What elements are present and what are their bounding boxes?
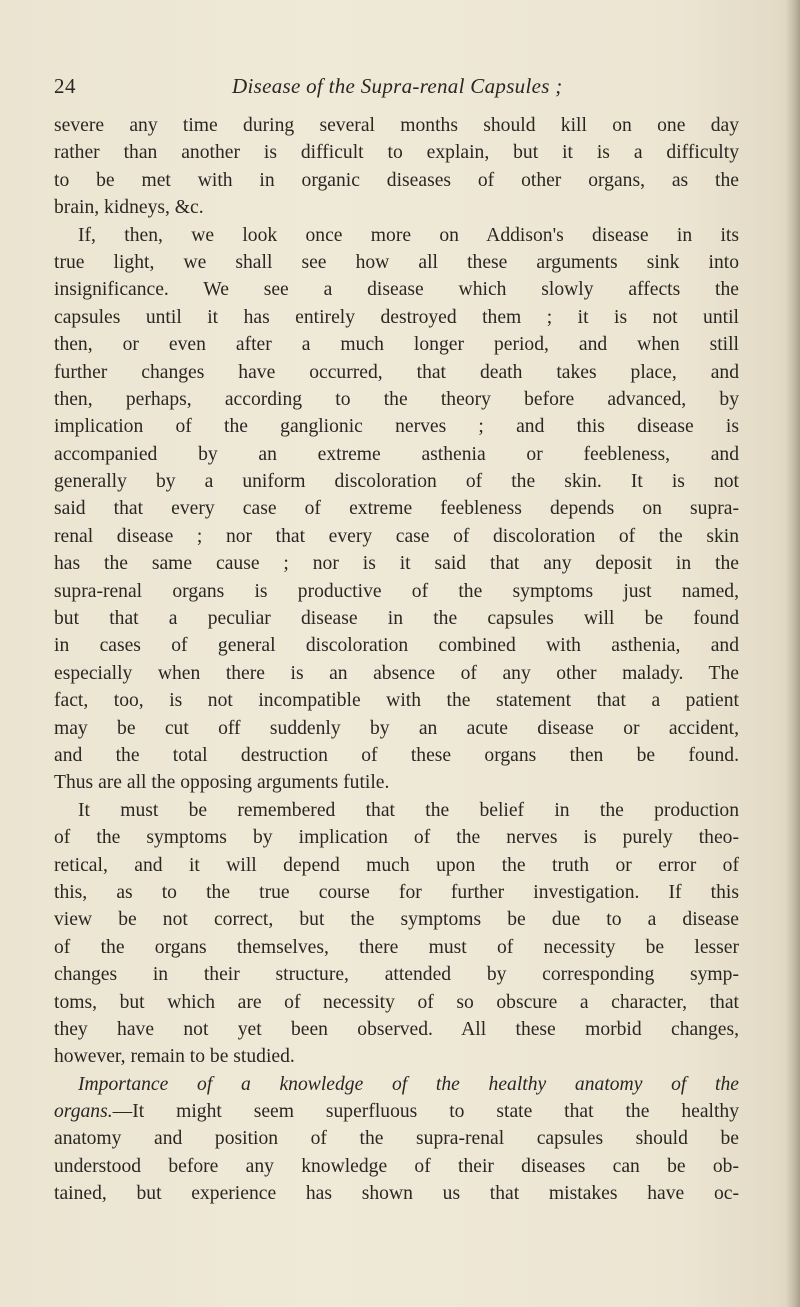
text-line: rather than another is difficult to explain, but it is a difficulty — [54, 142, 739, 164]
text-line: accompanied by an extreme asthenia or feebleness, and — [54, 443, 739, 465]
text-line: to be met with in organic diseases of other organs, as the — [54, 169, 739, 191]
run-in-text: —It might seem superfluous to state that the healthy — [112, 1101, 739, 1123]
text-line: of the organs themselves, there must of necessity be lesser — [54, 936, 739, 958]
text-line: renal disease ; nor that every case of discoloration of the skin — [54, 525, 739, 547]
text-line: then, or even after a much longer period, and when still — [54, 334, 739, 356]
text-line: If, then, we look once more on Addison's disease in its — [78, 224, 739, 246]
section-heading-continuation-line — [54, 1098, 739, 1125]
running-title: Disease of the Supra-renal Capsules ; — [232, 74, 563, 98]
section-heading-end: organs. — [54, 1101, 113, 1123]
text-line: insignificance. We see a disease which slowly affects the — [54, 279, 739, 301]
text-line: supra-renal organs is productive of the symptoms just named, — [54, 580, 739, 602]
text-line: severe any time during several months should kill on one day — [54, 115, 739, 136]
text-line: capsules until it has entirely destroyed them ; it is not until — [54, 306, 739, 328]
text-line: toms, but which are of necessity of so obscure a character, that — [54, 991, 739, 1013]
text-line: fact, too, is not incompatible with the statement that a patient — [54, 690, 739, 712]
section-heading-line — [54, 1071, 739, 1098]
text-line: view be not correct, but the symptoms be due to a disease — [54, 909, 739, 931]
text-line: but that a peculiar disease in the capsules will be found — [54, 608, 739, 630]
text-line: then, perhaps, according to the theory before advanced, by — [54, 388, 739, 410]
text-line: and the total destruction of these organs then be found. — [54, 744, 739, 766]
page-edge-shadow — [786, 0, 800, 1307]
text-line: tained, but experience has shown us that mistakes have oc- — [54, 1183, 739, 1205]
text-line: may be cut off suddenly by an acute disease or accident, — [54, 717, 739, 739]
text-line: this, as to the true course for further investigation. If this — [54, 881, 739, 903]
text-line: especially when there is an absence of any other malady. The — [54, 662, 739, 684]
text-line: of the symptoms by implication of the nerves is purely theo- — [54, 827, 739, 849]
text-line: has the same cause ; nor is it said that any deposit in the — [54, 553, 739, 575]
body-text — [54, 112, 739, 1208]
text-line: retical, and it will depend much upon the truth or error of — [54, 854, 739, 876]
text-line: understood before any knowledge of their diseases can be ob- — [54, 1155, 739, 1177]
text-line: generally by a uniform discoloration of the skin. It is not — [54, 471, 739, 493]
text-line: implication of the ganglionic nerves ; and this disease is — [54, 416, 739, 438]
section-heading: Importance of a knowledge of the healthy anatomy of the — [78, 1073, 739, 1095]
page-number: 24 — [54, 74, 76, 98]
text-line: said that every case of extreme feebleness depends on supra- — [54, 498, 739, 520]
text-line: changes in their structure, attended by corresponding symp- — [54, 964, 739, 986]
text-line: anatomy and position of the supra-renal capsules should be — [54, 1128, 739, 1150]
text-line: however, remain to be studied. — [54, 1046, 295, 1068]
text-line: they have not yet been observed. All these morbid changes, — [54, 1018, 739, 1040]
text-line: Thus are all the opposing arguments futile. — [54, 772, 390, 794]
text-line: true light, we shall see how all these arguments sink into — [54, 251, 739, 273]
text-line: It must be remembered that the belief in the production — [78, 799, 739, 821]
page-header — [54, 74, 744, 104]
text-line: brain, kidneys, &c. — [54, 197, 204, 219]
text-line: further changes have occurred, that death takes place, and — [54, 361, 739, 383]
text-line: in cases of general discoloration combined with asthenia, and — [54, 635, 739, 657]
